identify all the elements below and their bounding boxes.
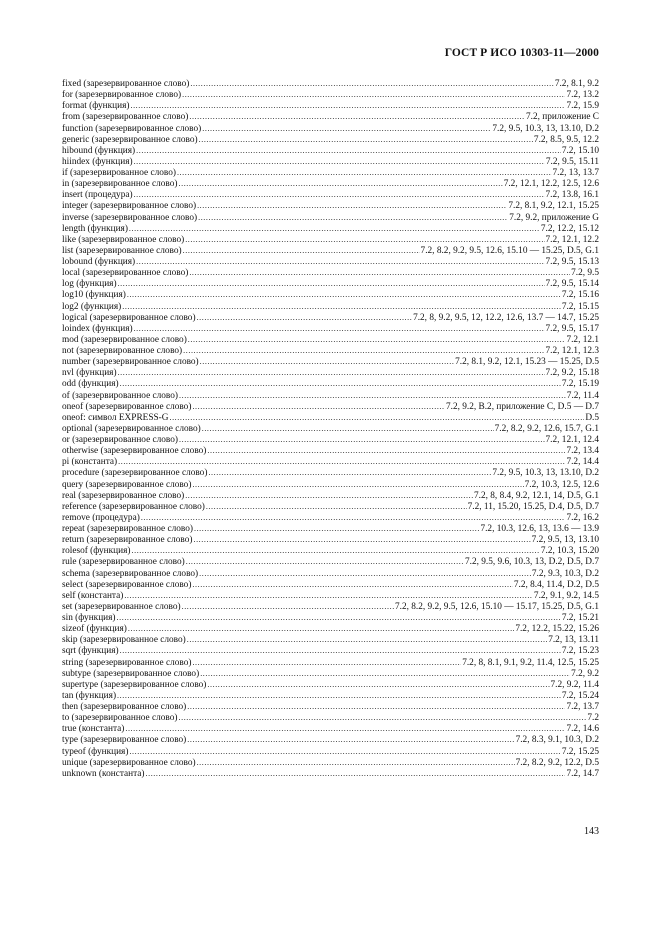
index-entry [62,467,599,478]
dot-leader [189,267,570,278]
index-refs: 7.2, 9.2, 11.4 [550,679,599,690]
index-refs: 7.2, 9.2, приложение G [509,212,599,223]
index-term: log2 (функция) [62,301,122,312]
index-refs: 7.2, 8.5, 9.5, 12.2 [533,134,599,145]
index-term: pi (константа) [62,457,118,468]
dot-leader [199,568,531,579]
dot-leader [183,345,544,356]
index-entry [62,723,599,734]
index-entry [62,289,599,300]
dot-leader [169,412,584,423]
index-term: typeof (функция) [62,746,129,757]
index-entry [62,301,599,312]
index-refs: 7.2, 9.5, 15.14 [545,279,599,290]
dot-leader [182,601,394,612]
index-entry [62,534,599,545]
index-term: type (зарезервированное слово) [62,735,187,746]
index-entry [62,590,599,601]
index-entry [62,423,599,434]
index-refs: 7.2, 8.1, 9.2 [554,79,599,89]
index-term: hiindex (функция) [62,156,133,167]
index-entry [62,512,599,523]
index-refs: 7.2, 10.3, 12.6, 13, 13.6 — 13.9 [480,524,599,534]
index-term: sqrt (функция) [62,646,119,657]
index-refs: 7.2, 12.2, 15.22, 15.26 [515,624,599,635]
index-entry [62,545,599,556]
index-term: generic (зарезервированное слово) [62,134,198,145]
index-term: in (зарезервированное слово) [62,179,178,190]
index-refs: 7.2, 8.2, 9.2, 9.5, 12.6, 15.10 — 15.25, D.5, G.1 [420,245,599,256]
index-entry [62,200,599,211]
index-term: odd (функция) [62,379,119,390]
index-entry [62,234,599,245]
index-entry [62,479,599,490]
index-refs: 7.2, 14.6 [566,724,599,735]
index-term: unique (зарезервированное слово) [62,757,196,768]
index-refs: 7.2, 13, 13.7 [552,168,599,178]
dot-leader [128,623,514,634]
index-term: self (константа) [62,590,124,601]
index-term: unknown (константа) [62,768,145,779]
index-refs: 7.2, 9.2 [571,668,599,679]
index-term: insert (процедура) [62,190,133,201]
dot-leader [194,523,479,534]
index-refs: 7.2, 13.8, 16.1 [545,190,599,201]
dot-leader [124,590,533,601]
index-entry [62,712,599,723]
dot-leader [179,712,587,723]
document-header: ГОСТ Р ИСО 10303-11—2000 [444,47,599,59]
index-entry [62,434,599,445]
index-term: log (функция) [62,279,117,290]
dot-leader [186,556,464,567]
dot-leader [127,289,561,300]
index-entry [62,312,599,323]
index-refs: 7.2, 8.2, 9.2, 9.5, 12.6, 15.10 — 15.17, 15.25, D.5, G.1 [394,601,599,612]
index-entry [62,668,599,679]
dot-leader [193,534,530,545]
index-term: true (константа) [62,724,125,735]
dot-leader [197,312,413,323]
index-entry [62,378,599,389]
index-entry [62,768,599,779]
dot-leader [200,668,570,679]
index-refs: 7.2, 10.3, 12.5, 12.6 [524,479,599,490]
index-entry [62,167,599,178]
index-term: sin (функция) [62,613,116,623]
index-entry [62,623,599,634]
index-term: function (зарезервированное слово) [62,123,202,134]
dot-leader [207,679,549,690]
index-refs: 7.2, 9.5, 13, 13.10 [531,535,599,546]
index-entry [62,245,599,256]
index-refs: 7.2, 12.1, 12.4 [545,435,599,445]
index-term: log10 (функция) [62,290,126,301]
index-refs: 7.2, 13.7 [566,702,599,712]
index-term: format (функция) [62,101,130,112]
dot-leader [136,145,561,156]
index-entry [62,390,599,401]
index-entry [62,89,599,100]
index-entry [62,134,599,145]
index-refs: 7.2, 13.4 [566,446,599,457]
index-entry [62,178,599,189]
dot-leader [206,501,467,512]
index-term: oneof (зарезервированное слово) [62,401,192,412]
index-refs: 7.2, 9.5, 9.6, 10.3, 13, D.2, D.5, D.7 [464,557,599,568]
dot-leader [132,545,540,556]
index-refs: 7.2, 12.2, 15.12 [540,223,599,234]
index-term: to (зарезервированное слово) [62,713,178,724]
dot-leader [141,512,566,523]
dot-leader [136,256,544,267]
index-term: query (зарезервированное слово) [62,479,192,490]
dot-leader [192,579,512,590]
index-term: of (зарезервированное слово) [62,390,179,401]
index-entry [62,490,599,501]
index-refs: 7.2, 9.2, B.2, приложение С, D.5 — D.7 [445,401,599,412]
index-term: sizeof (функция) [62,624,127,635]
index-entry [62,556,599,567]
index-entry [62,757,599,768]
index-entry [62,612,599,623]
dot-leader [177,167,552,178]
index-refs: 7.2, 15.10 [561,145,599,156]
index-refs: 7.2, 9.1, 9.2, 14.5 [533,590,599,601]
index-term: mod (зарезервированное слово) [62,334,187,345]
index-entry [62,746,599,757]
dot-leader [130,100,565,111]
dot-leader [182,89,565,100]
index-term: lobound (функция) [62,257,136,267]
index-term: length (функция) [62,223,128,234]
index-refs: 7.2, 13.2 [566,90,599,101]
index-entry [62,690,599,701]
index-refs: 7.2, 9.2, 15.18 [545,368,599,379]
dot-leader [179,390,566,401]
index-entry [62,645,599,656]
index-refs: 7.2, 15.9 [566,101,599,112]
index-refs: 7.2, 8, 8.4, 9.2, 12.1, 14, D.5, G.1 [474,490,599,501]
index-entry [62,278,599,289]
index-entry [62,568,599,579]
dot-leader [146,768,566,779]
index-term: skip (зарезервированное слово) [62,635,186,646]
index-refs: 7.2, 15.15 [561,301,599,312]
index-term: like (зарезервированное слово) [62,234,185,245]
dot-leader [118,278,545,289]
index-term: inverse (зарезервированное слово) [62,212,198,223]
index-entry [62,367,599,378]
index-refs: 7.2, 8, 8.1, 9.1, 9.2, 11.4, 12.5, 15.25 [462,657,599,668]
index-refs: 7.2, 8.2, 9.2, 12.6, 15.7, G.1 [494,423,599,434]
index-entry [62,156,599,167]
dot-leader [117,690,561,701]
index-term: integer (зарезервированное слово) [62,201,197,212]
index-refs: 7.2, 14.4 [566,457,599,468]
index-entry [62,734,599,745]
index-refs: 7.2, 12.1 [566,334,599,345]
dot-leader [129,223,540,234]
index-refs: 7.2, 16.2 [566,512,599,523]
index-term: supertype (зарезервированное слово) [62,679,207,690]
index-term: return (зарезервированное слово) [62,535,193,546]
index-refs: 7.2, 9.5, 10.3, 13, 13.10, D.2 [492,468,599,479]
dot-leader [197,757,515,768]
index-entry [62,412,599,423]
index-term: optional (зарезервированное слово) [62,423,201,434]
index-term: then (зарезервированное слово) [62,702,187,712]
index-refs: D.5 [585,412,599,423]
index-entry [62,701,599,712]
index-term: tan (функция) [62,690,117,701]
dot-leader [125,723,565,734]
index-entry [62,501,599,512]
index-entry [62,657,599,668]
dot-leader [117,612,561,623]
dot-leader [120,378,561,389]
index-refs: 7.2, 12.1, 12.2 [545,234,599,245]
index-refs: 7.2, 9.5, 15.17 [545,323,599,334]
index-term: schema (зарезервированное слово) [62,568,199,579]
index-term: remove (процедура) [62,512,140,523]
index-entry [62,256,599,267]
index-term: for (зарезервированное слово) [62,90,182,101]
index-term: number (зарезервированное слово) [62,357,199,368]
index-term: procedure (зарезервированное слово) [62,468,208,479]
index-term: select (зарезервированное слово) [62,579,192,590]
index-entry [62,223,599,234]
dot-leader [179,178,503,189]
index-entry [62,123,599,134]
index-refs: 7.2, 8.1, 9.2, 12.1, 15.23 — 15.25, D.5 [455,357,599,368]
index-entry [62,189,599,200]
index-refs: 7.2, 9.5, 15.13 [545,257,599,267]
index-refs: 7.2, 8, 9.2, 9.5, 12, 12.2, 12.6, 13.7 — 14.7, 15.25 [413,312,599,323]
dot-leader [202,423,494,434]
dot-leader [192,657,461,668]
index-refs: 7.2, 9.5, 15.11 [545,156,599,167]
dot-leader [187,734,514,745]
index-term: string (зарезервированное слово) [62,657,192,668]
index-refs: 7.2, приложение С [526,112,599,123]
index-term: subtype (зарезервированное слово) [62,668,200,679]
index-refs: 7.2, 8.2, 9.2, 12.2, D.5 [515,757,599,768]
index-list [62,78,599,779]
dot-leader [134,156,545,167]
index-entry [62,579,599,590]
index-refs: 7.2, 15.16 [561,290,599,301]
index-refs: 7.2, 8.3, 9.1, 10.3, D.2 [515,735,599,746]
index-entry [62,445,599,456]
index-term: not (зарезервированное слово) [62,346,183,356]
dot-leader [122,301,561,312]
index-entry [62,679,599,690]
index-term: fixed (зарезервированное слово) [62,79,190,89]
index-entry [62,267,599,278]
index-term: rolesof (функция) [62,546,131,557]
dot-leader [208,467,491,478]
index-term: otherwise (зарезервированное слово) [62,446,207,457]
dot-leader [187,701,565,712]
index-term: local (зарезервированное слово) [62,268,189,279]
index-refs: 7.2, 12.1, 12.3 [545,346,599,356]
index-term: set (зарезервированное слово) [62,601,181,612]
dot-leader [118,367,545,378]
dot-leader [207,445,565,456]
index-entry [62,111,599,122]
dot-leader [129,746,560,757]
index-refs: 7.2, 11, 15.20, 15.25, D.4, D.5, D.7 [467,501,599,512]
index-term: hibound (функция) [62,145,136,156]
dot-leader [134,189,545,200]
index-term: repeat (зарезервированное слово) [62,524,193,534]
index-refs: 7.2, 9.5 [571,268,599,279]
index-entry [62,212,599,223]
dot-leader [118,456,565,467]
index-entry [62,334,599,345]
dot-leader [134,323,545,334]
index-refs: 7.2, 10.3, 15.20 [540,546,599,557]
index-refs: 7.2, 13, 13.11 [548,635,599,646]
index-term: loindex (функция) [62,323,133,334]
index-term: real (зарезервированное слово) [62,490,185,501]
page-number: 143 [584,826,599,837]
dot-leader [188,334,566,345]
dot-leader [120,645,561,656]
index-term: reference (зарезервированное слово) [62,501,205,512]
index-entry [62,523,599,534]
index-refs: 7.2, 8.4, 11.4, D.2, D.5 [513,579,599,590]
index-entry [62,323,599,334]
dot-leader [202,123,491,134]
index-term: rule (зарезервированное слово) [62,557,185,568]
index-refs: 7.2, 15.21 [561,613,599,623]
dot-leader [183,245,420,256]
index-term: if (зарезервированное слово) [62,168,176,178]
dot-leader [185,490,473,501]
index-entry [62,345,599,356]
index-refs: 7.2, 15.25 [561,746,599,757]
dot-leader [200,356,454,367]
dot-leader [185,234,544,245]
dot-leader [179,434,545,445]
index-refs: 7.2, 15.23 [561,646,599,657]
dot-leader [190,78,553,89]
dot-leader [187,634,547,645]
index-entry [62,78,599,89]
index-refs: 7.2, 15.24 [561,690,599,701]
dot-leader [192,401,445,412]
index-refs: 7.2, 9.5, 10.3, 13, 13.10, D.2 [492,123,599,134]
index-entry [62,356,599,367]
index-entry [62,145,599,156]
index-term: logical (зарезервированное слово) [62,312,196,323]
index-refs: 7.2, 15.19 [561,379,599,390]
index-refs: 7.2, 12.1, 12.2, 12.5, 12.6 [503,179,599,190]
index-refs: 7.2, 14.7 [566,768,599,779]
index-term: from (зарезервированное слово) [62,112,189,123]
dot-leader [197,200,507,211]
index-refs: 7.2, 9.3, 10.3, D.2 [531,568,599,579]
dot-leader [192,479,523,490]
index-refs: 7.2 [587,713,599,724]
index-refs: 7.2, 8.1, 9.2, 12.1, 15.25 [508,201,599,212]
index-entry [62,634,599,645]
index-term: list (зарезервированное слово) [62,245,182,256]
index-term: oneof: символ EXPRESS-G [62,412,169,423]
index-entry [62,456,599,467]
index-term: or (зарезервированное слово) [62,435,179,445]
index-entry [62,401,599,412]
dot-leader [199,134,533,145]
index-term: nvl (функция) [62,368,117,379]
index-entry [62,100,599,111]
index-refs: 7.2, 11.4 [566,390,599,401]
dot-leader [198,212,508,223]
dot-leader [189,111,525,122]
index-entry [62,601,599,612]
